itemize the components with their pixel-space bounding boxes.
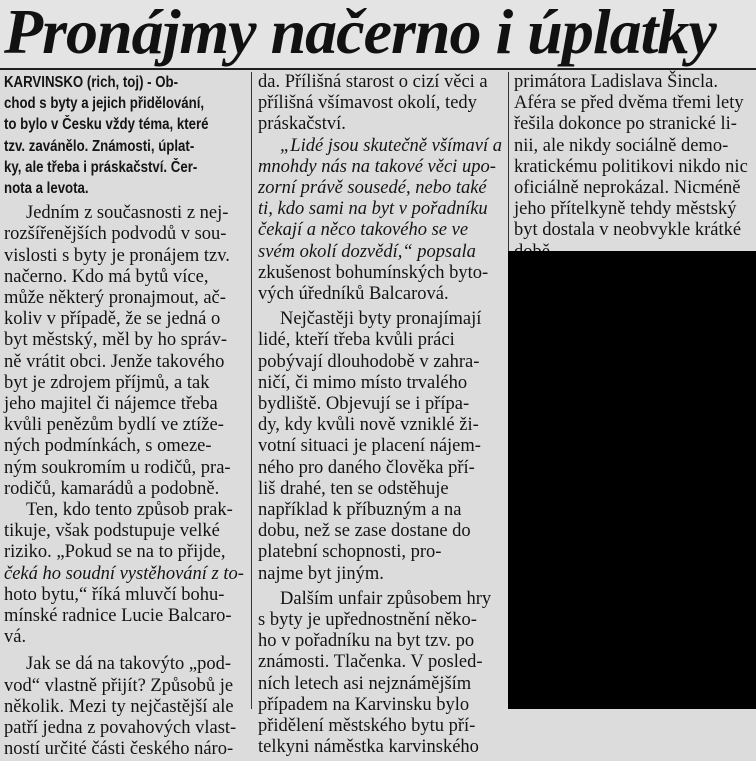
text-line: votní situaci je placení nájem-: [258, 436, 481, 457]
text-line: vod“ vlastně přijít? Způsobů je: [4, 675, 234, 696]
text-line: najme byt jiným.: [258, 563, 384, 584]
text-line: da. Přílišná starost o cizí věci a: [258, 72, 488, 92]
paragraph: [258, 309, 504, 585]
text-line: rodičů, kamarádů a podobně.: [4, 478, 220, 499]
text-line: Nejčastěji byty pronajímají: [280, 309, 482, 330]
text-line: pobývají dlouhodobě v zahra-: [258, 351, 480, 372]
text-line: riziko. „Pokud se na to přijde,: [4, 542, 226, 563]
text-line: primátora Ladislava Šincla.: [514, 72, 718, 92]
text-line: dy, kdy kvůli nově vzniklé ži-: [258, 415, 479, 436]
text-line: KARVINSKO (rich, toj) - Ob-: [4, 74, 179, 91]
text-line: mínské radnice Lucie Balcaro-: [4, 606, 232, 627]
text-line: nii, ale nikdy sociálně demo-: [514, 135, 729, 156]
text-line: rozšířenějších podvodů v sou-: [4, 224, 227, 245]
text-line: ky, ale třeba i práskačství. Čer-: [4, 158, 198, 176]
column-1: [4, 72, 246, 760]
text-line: vých úředníků Balcarová.: [258, 284, 449, 305]
paragraph: [4, 500, 246, 648]
text-line: čeká ho soudní vystěhování z to-: [4, 563, 244, 584]
text-line: bydliště. Objevují se i přípa-: [258, 394, 470, 415]
paragraph: [258, 589, 504, 759]
text-line: svém okolí dozvědí,“ popsala: [258, 241, 476, 262]
paragraph: [258, 72, 504, 136]
column-2: [258, 72, 504, 758]
text-line: tzv. zavánělo. Známosti, úplat-: [4, 137, 195, 155]
text-line: čekají a něco takového se ve: [258, 220, 469, 241]
article-headline: Pronájmy načerno i úplatky: [4, 0, 716, 67]
text-line: přílišná všímavost okolí, tedy: [258, 93, 477, 114]
text-line: Jak se dá na takovýto „pod-: [26, 654, 231, 675]
text-line: kratickému politikovi nikdo nic: [514, 156, 748, 177]
text-line: byt dostala v neobvykle krátké: [514, 220, 742, 241]
lead-paragraph: [4, 72, 246, 199]
paragraph: [514, 72, 754, 263]
headline-bar: [0, 0, 756, 70]
text-line: několik. Mezi ty nejčastější ale: [4, 696, 234, 717]
text-line: načerno. Kdo má bytů více,: [4, 266, 209, 287]
text-line: ným soukromím u rodičů, pra-: [4, 457, 231, 478]
redacted-area: [508, 251, 756, 709]
text-line: jeho majitel či nájemce třeba: [4, 394, 218, 415]
text-line: chod s byty a jejich přidělování,: [4, 95, 205, 113]
text-line: řešila dokonce po stranické li-: [514, 114, 737, 135]
text-line: Aféra se před dvěma třemi lety: [514, 93, 744, 114]
text-line: vislosti s byty je pronájem tzv.: [4, 245, 230, 266]
column-rule: [251, 72, 252, 709]
text-line: ností určité části českého náro-: [4, 739, 234, 760]
text-line: koliv v případě, že se jedná o: [4, 309, 221, 330]
text-line: byt je zdrojem příjmů, a tak: [4, 372, 210, 393]
text-line: s byty je upřednostnění něko-: [258, 610, 477, 631]
text-line: lidé, kteří třeba kvůli práci: [258, 330, 455, 351]
text-line: přidělení městského bytu pří-: [258, 716, 476, 737]
text-line: případem na Karvinsku bylo: [258, 694, 470, 715]
text-line: zkušenost bohumínských byto-: [258, 262, 489, 283]
text-line: tikuje, však podstupuje velké: [4, 521, 220, 542]
text-line: známosti. Tlačenka. V posled-: [258, 652, 483, 673]
text-line: byt městský, měl by ho správ-: [4, 330, 228, 351]
paragraph: [4, 203, 246, 500]
text-line: oficiálně neprokázal. Nicméně: [514, 178, 741, 199]
text-line: práskačství.: [258, 114, 346, 135]
text-line: telkyni náměstka karvinského: [258, 737, 479, 758]
text-line: ně vrátit obci. Jenže takového: [4, 351, 225, 372]
text-line: hoto bytu,“ říká mluvčí bohu-: [4, 584, 225, 605]
text-line: může některý pronajmout, ač-: [4, 288, 226, 309]
text-line: ničí, či mimo místo trvalého: [258, 372, 468, 393]
text-line: ných podmínkách, s omeze-: [4, 436, 212, 457]
text-line: kvůli penězům bydlí ve ztíže-: [4, 415, 224, 436]
text-line: liš drahé, ten se odstěhuje: [258, 478, 449, 499]
text-line: „Lidé jsou skutečně všímaví a: [280, 135, 502, 156]
text-line: ho v pořadníku na byt tzv. po: [258, 631, 475, 652]
paragraph: [4, 654, 246, 760]
text-line: Jedním z současnosti z nej-: [26, 203, 229, 224]
text-line: zorní právě sousedé, nebo také: [258, 178, 487, 199]
quote-paragraph: [258, 136, 504, 306]
text-line: Dalším unfair způsobem hry: [280, 588, 492, 609]
text-line: ného pro daného člověka pří-: [258, 457, 475, 478]
text-line: vá.: [4, 627, 27, 648]
text-line: to bylo v Česku vždy téma, které: [4, 116, 209, 134]
text-line: platební schopnosti, pro-: [258, 542, 442, 563]
text-line: ních letech asi nejznámějším: [258, 673, 472, 694]
text-line: například k příbuzným a na: [258, 500, 462, 521]
text-line: mnohdy nás na takové věci upo-: [258, 156, 496, 177]
text-line: ti, kdo sami na byt v pořadníku: [258, 199, 488, 220]
text-line: jeho přítelkyně tehdy městský: [514, 199, 737, 220]
text-line: nota a levota.: [4, 180, 89, 198]
text-line: dobu, než se zase dostane do: [258, 521, 471, 542]
text-line: Ten, kdo tento způsob prak-: [26, 500, 233, 521]
text-line: patří jedna z povahových vlast-: [4, 718, 237, 739]
